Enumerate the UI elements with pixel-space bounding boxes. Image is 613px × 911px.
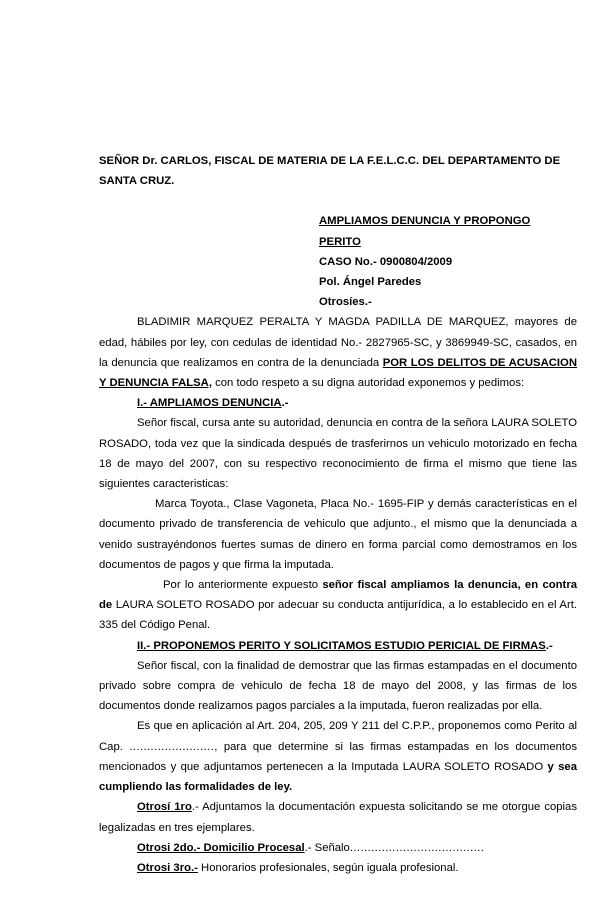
section-2-p2-dot-leader: ........................ (129, 740, 215, 753)
section-1-paragraph-2: Marca Toyota., Clase Vagoneta, Placa No.- 1695-FIP y demás características en el documento privado de transferencia de vehiculo que adjunto., el mismo que la denunciada a venido sustrayéndonos fuertes sumas de dinero en forma parcial como demostramos en los documentos de pagos y que firma la imputada. (99, 498, 577, 571)
caption-title-line1: AMPLIAMOS DENUNCIA Y PROPONGO (319, 215, 531, 228)
otrosi-2-dot-leader: ...................................... (349, 841, 485, 854)
section-1-p3-post: LAURA SOLETO ROSADO por adecuar su conducta antijurídica, a lo establecido en el Art. 335 del Código Penal. (99, 599, 577, 632)
otrosi-2-paragraph (99, 838, 577, 858)
intro-part1: BLADIMIR MARQUEZ PERALTA Y MAGDA PADILLA DE MARQUEZ, mayores de edad, hábiles por ley, con cedulas de identidad No.- 2827965-SC, y 3869949-SC, casados, en la denuncia que realizamos en contra de la denunciada (99, 316, 577, 369)
section-2-p2-bold: y sea cumpliendo las formalidades de ley. (99, 760, 577, 794)
document-body (99, 151, 577, 878)
section-2-heading-text: II.- PROPONEMOS PERITO Y SOLICITAMOS ESTUDIO PERICIAL DE FIRMAS (137, 639, 546, 652)
otrosi-1-label: Otrosí 1ro (137, 801, 192, 814)
section-2-heading (99, 636, 577, 656)
otrosi-1-paragraph (99, 797, 577, 837)
caption-title-line2: PERITO (319, 235, 361, 248)
section-2-heading-suffix: .- (545, 639, 553, 652)
caption-otrosies: Otrosíes.- (319, 296, 372, 309)
section-1-p3-pre: Por lo anteriormente expuesto (163, 579, 323, 592)
otrosi-2-text: .- Señalo (304, 841, 350, 854)
otrosi-3-text: Honorarios profesionales, según iguala profesional. (197, 861, 459, 874)
otrosi-2-label: Otrosi 2do.- Domicilio Procesal (137, 841, 305, 854)
caption-case-number: CASO No.- 0900804/2009 (319, 255, 453, 268)
section-1-heading (99, 393, 577, 413)
otrosi-3-paragraph (99, 858, 577, 878)
otrosi-1-text: .- Adjuntamos la documentación expuesta solicitando se me otorgue copias legalizadas en tres ejemplares. (99, 801, 577, 834)
addressee-heading: SEÑOR Dr. CARLOS, FISCAL DE MATERIA DE LA F.E.L.C.C. DEL DEPARTAMENTO DE SANTA CRUZ. (99, 155, 561, 188)
intro-part2: con todo respeto a su digna autoridad exponemos y pedimos: (211, 377, 525, 390)
intro-emphasis: POR LOS DELITOS DE ACUSACION Y DENUNCIA FALSA, (99, 356, 577, 390)
caption-block (319, 211, 577, 312)
section-2-p2-pre: Es que en aplicación al Art. 204, 205, 209 Y 211 del C.P.P., proponemos como Perito al Cap. (99, 720, 577, 753)
section-1-heading-text: I.- AMPLIAMOS DENUNCIA (137, 397, 282, 410)
section-2-paragraph-2 (99, 716, 577, 797)
section-1-heading-suffix: .- (281, 397, 289, 410)
section-1-paragraph-3 (99, 575, 577, 636)
intro-paragraph (99, 312, 577, 393)
section-2-p2-mid: , para que determine si las firmas estampadas en los documentos mencionados y que adjuntamos pertenecen a la Imputada LAURA SOLETO ROSADO (99, 740, 577, 773)
section-1-p3-bold: señor fiscal ampliamos la denuncia, en contra de (99, 579, 577, 612)
section-1-paragraph-1: Señor fiscal, cursa ante su autoridad, denuncia en contra de la señora LAURA SOLETO ROSADO, toda vez que la sindicada después de trasferirnos un vehiculo motorizado en fecha 18 de mayo del 2007, con su respectivo reconocimiento de firma el mismo que tiene las siguientes caracteristicas: (99, 417, 577, 491)
section-2-paragraph-1: Señor fiscal, con la finalidad de demostrar que las firmas estampadas en el documento privado sobre compra de vehiculo de fecha 18 de mayo del 2008, y las firmas de los documentos donde realizamos pagos parciales a la imputada, fueron realizadas por ella. (99, 659, 577, 713)
caption-officer: Pol. Ángel Paredes (319, 276, 422, 289)
otrosi-3-label: Otrosi 3ro.- (137, 861, 198, 874)
